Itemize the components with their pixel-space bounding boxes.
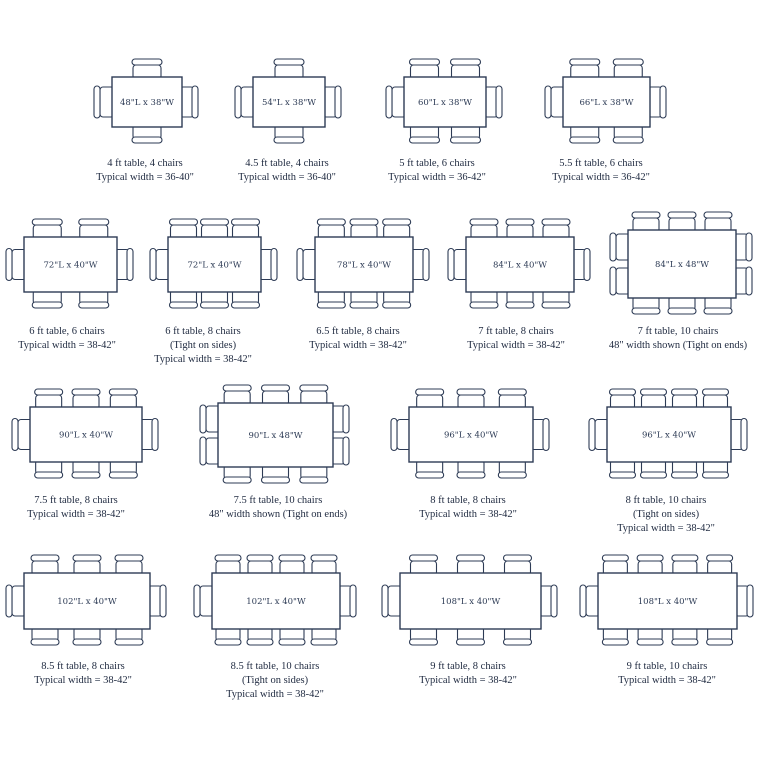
chair — [350, 290, 378, 308]
chair — [170, 219, 198, 239]
chair — [194, 585, 214, 617]
table-diagram — [448, 219, 590, 351]
chair — [386, 86, 406, 118]
chair — [247, 627, 273, 645]
chair — [6, 585, 26, 617]
chair — [331, 405, 349, 433]
table-caption-line: Typical width = 36-40" — [96, 172, 194, 183]
table-diagram — [589, 389, 747, 534]
chair — [672, 389, 698, 409]
chair — [150, 249, 170, 281]
chair — [32, 290, 62, 308]
chair — [498, 460, 526, 478]
chair — [115, 555, 143, 575]
chair — [457, 627, 485, 645]
chair — [383, 219, 411, 239]
table-caption-line: 8 ft table, 10 chairs — [625, 495, 707, 506]
chair — [297, 249, 317, 281]
chair — [704, 296, 732, 314]
chair — [109, 460, 137, 478]
chair — [300, 465, 328, 483]
chair — [610, 389, 636, 409]
table-caption-line: Typical width = 38-42" — [34, 675, 132, 686]
chair — [506, 290, 534, 308]
chair — [232, 219, 260, 239]
table-caption-line: (Tight on sides) — [169, 340, 237, 351]
chair — [457, 460, 485, 478]
chair — [35, 389, 63, 409]
chair — [729, 419, 747, 451]
table-caption-line: Typical width = 36-42" — [388, 172, 486, 183]
table-caption-line: 9 ft table, 10 chairs — [626, 661, 708, 672]
table-diagram — [94, 59, 198, 183]
table-diagram — [386, 59, 502, 183]
chair — [610, 460, 636, 478]
chair — [610, 233, 630, 261]
chair — [641, 460, 667, 478]
table-caption-line: 7 ft table, 8 chairs — [478, 326, 554, 337]
chair — [200, 437, 220, 465]
chair — [338, 585, 356, 617]
chair — [545, 86, 565, 118]
chair — [72, 389, 100, 409]
chair — [94, 86, 114, 118]
table-caption-line: Typical width = 38-42" — [226, 689, 324, 700]
chair — [201, 219, 229, 239]
chair — [411, 249, 429, 281]
chair — [200, 405, 220, 433]
table-caption-line: Typical width = 38-42" — [154, 354, 252, 365]
chair — [109, 389, 137, 409]
chair — [734, 233, 752, 261]
chair — [668, 212, 696, 232]
chair — [331, 437, 349, 465]
chair — [274, 59, 304, 79]
chair — [410, 59, 440, 79]
chair — [79, 290, 109, 308]
chair — [31, 555, 59, 575]
table-caption-line: Typical width = 38-42" — [419, 675, 517, 686]
chair — [451, 59, 481, 79]
chair — [410, 627, 438, 645]
chair — [31, 627, 59, 645]
chair — [668, 296, 696, 314]
table-dimension-label: 102"L x 40"W — [246, 597, 306, 607]
chair — [317, 219, 345, 239]
table-caption-line: 4.5 ft table, 4 chairs — [245, 158, 329, 169]
chair — [602, 627, 628, 645]
chair — [223, 465, 251, 483]
table-caption-line: 8 ft table, 8 chairs — [430, 495, 506, 506]
chair — [232, 290, 260, 308]
chair — [542, 290, 570, 308]
chair — [383, 290, 411, 308]
chair — [570, 59, 600, 79]
chair — [32, 219, 62, 239]
chair — [262, 465, 290, 483]
table-dimension-label: 54"L x 38"W — [261, 98, 317, 108]
chair — [223, 385, 251, 405]
chair — [215, 555, 241, 575]
table-diagram — [6, 219, 133, 351]
table-dimension-label: 60"L x 38"W — [417, 98, 473, 108]
table-caption-line: Typical width = 38-42" — [467, 340, 565, 351]
table-dimension-label: 90"L x 40"W — [58, 430, 114, 441]
table-caption-line: 6 ft table, 8 chairs — [165, 326, 241, 337]
chair — [132, 59, 162, 79]
table-caption-line: Typical width = 36-42" — [552, 172, 650, 183]
table-dimension-label: 108"L x 40"W — [637, 597, 698, 607]
chair — [300, 385, 328, 405]
table-diagram — [391, 389, 549, 520]
chair — [610, 267, 630, 295]
chair — [734, 267, 752, 295]
chair — [506, 219, 534, 239]
table-dimension-label: 48"L x 38"W — [119, 98, 175, 108]
chair — [707, 555, 733, 575]
chair — [707, 627, 733, 645]
chair — [201, 290, 229, 308]
chair — [12, 419, 32, 451]
table-caption-line: Typical width = 38-42" — [618, 675, 716, 686]
table-diagram — [12, 389, 158, 520]
table-caption-line: Typical width = 36-40" — [238, 172, 336, 183]
table-caption-line: 4 ft table, 4 chairs — [107, 158, 183, 169]
table-diagram — [545, 59, 666, 183]
chair — [602, 555, 628, 575]
chair — [448, 249, 468, 281]
table-caption-line: Typical width = 38-42" — [27, 509, 125, 520]
chair — [498, 389, 526, 409]
chair — [735, 585, 753, 617]
table-diagram — [609, 212, 752, 351]
table-dimension-label: 84"L x 40"W — [492, 260, 548, 271]
table-caption-line: 8.5 ft table, 10 chairs — [230, 661, 320, 672]
chair — [311, 627, 337, 645]
table-dimension-label: 108"L x 40"W — [440, 597, 501, 607]
chair — [6, 249, 26, 281]
chair — [115, 627, 143, 645]
chair — [416, 460, 444, 478]
chair — [539, 585, 557, 617]
table-diagram — [200, 385, 349, 520]
chair — [484, 86, 502, 118]
table-caption-line: 7.5 ft table, 10 chairs — [233, 495, 323, 506]
chair — [637, 627, 663, 645]
chair — [170, 290, 198, 308]
chair — [703, 389, 729, 409]
table-caption-line: 7.5 ft table, 8 chairs — [34, 495, 118, 506]
chair — [79, 219, 109, 239]
chair — [504, 555, 532, 575]
chair — [589, 419, 609, 451]
table-dimension-label: 72"L x 40"W — [187, 260, 242, 271]
chair — [457, 555, 485, 575]
table-diagram — [382, 555, 557, 686]
chair — [391, 419, 411, 451]
chair — [648, 86, 666, 118]
table-caption-line: 6.5 ft table, 8 chairs — [316, 326, 400, 337]
table-dimension-label: 96"L x 40"W — [443, 430, 499, 441]
table-diagram — [235, 59, 341, 183]
table-caption-line: 48" width shown (Tight on ends) — [208, 509, 348, 520]
chair — [235, 86, 255, 118]
table-dimension-label: 102"L x 40"W — [57, 597, 117, 607]
table-caption-line: Typical width = 38-42" — [18, 340, 116, 351]
chair — [262, 385, 290, 405]
chair — [637, 555, 663, 575]
chair — [72, 460, 100, 478]
chair — [672, 627, 698, 645]
chair — [542, 219, 570, 239]
chair — [531, 419, 549, 451]
chair — [311, 555, 337, 575]
table-caption-line: Typical width = 38-42" — [617, 523, 715, 534]
chair — [317, 290, 345, 308]
table-caption-line: 8.5 ft table, 8 chairs — [41, 661, 125, 672]
chair — [641, 389, 667, 409]
chair — [672, 555, 698, 575]
chair — [572, 249, 590, 281]
chair — [504, 627, 532, 645]
chair — [382, 585, 402, 617]
chair — [73, 555, 101, 575]
chair — [410, 555, 438, 575]
table-dimension-label: 90"L x 48"W — [248, 431, 303, 441]
chair — [457, 389, 485, 409]
chair — [580, 585, 600, 617]
table-dimension-label: 72"L x 40"W — [43, 260, 98, 271]
table-caption-line: 7 ft table, 10 chairs — [637, 326, 719, 337]
table-diagram — [297, 219, 429, 351]
table-dimension-label: 96"L x 40"W — [641, 430, 697, 441]
table-caption-line: 48" width shown (Tight on ends) — [608, 340, 748, 351]
chair — [416, 389, 444, 409]
chair — [703, 460, 729, 478]
chair — [259, 249, 277, 281]
table-dimension-label: 84"L x 48"W — [654, 260, 710, 270]
chair — [215, 627, 241, 645]
table-caption-line: Typical width = 38-42" — [309, 340, 407, 351]
table-caption-line: 9 ft table, 8 chairs — [430, 661, 506, 672]
chair — [672, 460, 698, 478]
table-diagram — [6, 555, 166, 686]
table-caption-line: (Tight on sides) — [241, 675, 309, 686]
table-caption-line: 5.5 ft table, 6 chairs — [559, 158, 643, 169]
table-dimension-label: 78"L x 40"W — [336, 260, 392, 271]
chair — [704, 212, 732, 232]
table-diagram — [580, 555, 753, 686]
chair — [350, 219, 378, 239]
table-dimension-label: 66"L x 38"W — [579, 98, 634, 108]
table-caption-line: 5 ft table, 6 chairs — [399, 158, 475, 169]
chair — [279, 555, 305, 575]
table-caption-line: (Tight on sides) — [632, 509, 700, 520]
table-caption-line: Typical width = 38-42" — [419, 509, 517, 520]
chair — [632, 212, 660, 232]
chair — [35, 460, 63, 478]
table-diagram — [150, 219, 277, 365]
chair — [470, 219, 498, 239]
chair — [632, 296, 660, 314]
chair — [323, 86, 341, 118]
table-caption-line: 6 ft table, 6 chairs — [29, 326, 105, 337]
chair — [73, 627, 101, 645]
table-diagram — [194, 555, 356, 700]
chair — [247, 555, 273, 575]
chair — [470, 290, 498, 308]
chair — [279, 627, 305, 645]
chair — [613, 59, 643, 79]
